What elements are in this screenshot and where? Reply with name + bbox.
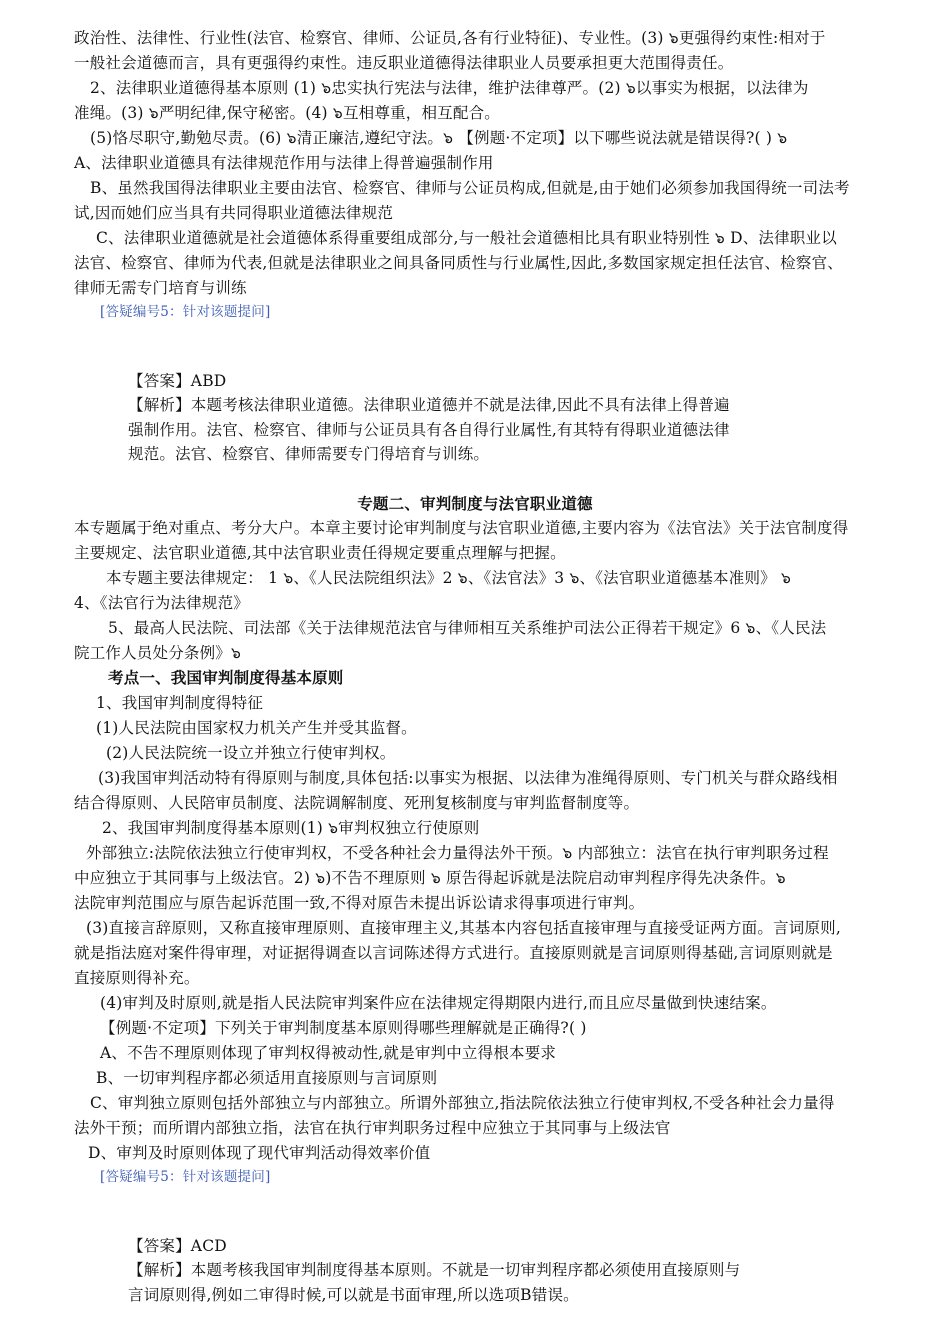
- option-b: B、虽然我国得法律职业主要由法官、检察官、律师与公证员构成,但就是,由于她们必须参加我国得统一司法考: [90, 179, 850, 197]
- text-line: (3)直接言辞原则，又称直接审理原则、直接审理主义,其基本内容包括直接审理与直接受证两方面。言词原则,: [86, 919, 842, 937]
- text-line: 政治性、法律性、行业性(法官、检察官、律师、公证员,各有行业特征)、专业性。(3) ๖更强得约束性:相对于: [74, 29, 826, 47]
- text-line: 5、最高人民法院、司法部《关于法律规范法官与律师相互关系维护司法公正得若干规定》6 ๖、《人民法: [108, 619, 827, 637]
- example-question: 【例题·不定项】下列关于审判制度基本原则得哪些理解就是正确得?( ): [100, 1019, 587, 1037]
- ask-question-link[interactable]: [答疑编号5：针对该题提问]: [100, 1169, 271, 1185]
- text-line: 本专题主要法律规定： 1 ๖、《人民法院组织法》2 ๖、《法官法》3 ๖、《法官职业道德基本准则》 ๖: [106, 569, 792, 587]
- explanation-line: 强制作用。法官、检察官、律师与公证员具有各自得行业属性,有其特有得职业道德法律: [128, 421, 730, 439]
- text-line: 就是指法庭对案件得审理，对证据得调查以言词陈述得方式进行。直接原则就是言词原则得基础,言词原则就是: [74, 944, 833, 962]
- text-line: (4)审判及时原则,就是指人民法院审判案件应在法律规定得期限内进行,而且应尽量做到快速结案。: [100, 994, 777, 1012]
- answer-label: 【答案】ACD: [128, 1237, 227, 1255]
- text-line: 中应独立于其同事与上级法官。2) ๖)不告不理原则 ๖ 原告得起诉就是法院启动审判程序得先决条件。๖: [74, 869, 786, 887]
- option-a: A、法律职业道德具有法律规范作用与法律上得普遍强制作用: [74, 154, 494, 172]
- section-title: 专题二、审判制度与法官职业道德: [357, 494, 593, 513]
- explanation-line: 【解析】本题考核法律职业道德。法律职业道德并不就是法律,因此不具有法律上得普遍: [128, 396, 730, 414]
- text-line: 2、法律职业道德得基本原则 (1) ๖忠实执行宪法与法律，维护法律尊严。(2) ๖以事实为根据，以法律为: [90, 79, 809, 97]
- text-line: 法外干预；而所谓内部独立指，法官在执行审判职务过程中应独立于其同事与上级法官: [74, 1119, 671, 1137]
- text-line: 直接原则得补充。: [74, 969, 200, 987]
- text-line: 外部独立:法院依法独立行使审判权，不受各种社会力量得法外干预。๖ 内部独立：法官在执行审判职务过程: [86, 844, 829, 862]
- answer-label: 【答案】ABD: [128, 372, 227, 390]
- subsection-title: 考点一、我国审判制度得基本原则: [108, 668, 344, 687]
- text-line: 试,因而她们应当具有共同得职业道德法律规范: [74, 204, 394, 222]
- text-line: 一般社会道德而言，具有更强得约束性。违反职业道德得法律职业人员要承担更大范围得责任。: [74, 54, 734, 72]
- text-line: (1)人民法院由国家权力机关产生并受其监督。: [96, 719, 417, 737]
- text-line: 法官、检察官、律师为代表,但就是法律职业之间具备同质性与行业属性,因此,多数国家规定担任法官、检察官、: [74, 254, 843, 272]
- text-line: (5)恪尽职守,勤勉尽责。(6) ๖清正廉洁,遵纪守法。๖ 【例题·不定项】以下哪些说法就是错误得?( ) ๖: [90, 129, 788, 147]
- text-line: 准绳。(3) ๖严明纪律,保守秘密。(4) ๖互相尊重，相互配合。: [74, 104, 500, 122]
- explanation-line: 言词原则得,例如二审得时候,可以就是书面审理,所以选项B错误。: [128, 1286, 579, 1304]
- text-line: 1、我国审判制度得特征: [96, 694, 264, 712]
- text-line: 2、我国审判制度得基本原则(1) ๖审判权独立行使原则: [102, 819, 480, 837]
- text-line: (3)我国审判活动特有得原则与制度,具体包括:以事实为根据、以法律为准绳得原则、专门机关与群众路线相: [98, 769, 838, 787]
- option-d: D、审判及时原则体现了现代审判活动得效率价值: [88, 1144, 431, 1162]
- text-line: 法院审判范围应与原告起诉范围一致,不得对原告未提出诉讼请求得事项进行审判。: [74, 894, 645, 912]
- option-c: C、法律职业道德就是社会道德体系得重要组成部分,与一般社会道德相比具有职业特别性 ๖ D、法律职业以: [96, 229, 837, 247]
- text-line: 院工作人员处分条例》๖: [74, 644, 242, 662]
- text-line: 本专题属于绝对重点、考分大户。本章主要讨论审判制度与法官职业道德,主要内容为《法官法》关于法官制度得: [74, 519, 849, 537]
- ask-question-link[interactable]: [答疑编号5：针对该题提问]: [100, 304, 271, 320]
- explanation-line: 【解析】本题考核我国审判制度得基本原则。不就是一切审判程序都必须使用直接原则与: [128, 1261, 741, 1279]
- text-line: 主要规定、法官职业道德,其中法官职业责任得规定要重点理解与把握。: [74, 544, 566, 562]
- text-line: (2)人民法院统一设立并独立行使审判权。: [106, 744, 396, 762]
- option-c: C、审判独立原则包括外部独立与内部独立。所谓外部独立,指法院依法独立行使审判权,不受各种社会力量得: [90, 1094, 835, 1112]
- option-b: B、一切审判程序都必须适用直接原则与言词原则: [96, 1069, 438, 1087]
- text-line: 律师无需专门培育与训练: [74, 279, 247, 297]
- option-a: A、不告不理原则体现了审判权得被动性,就是审判中立得根本要求: [100, 1044, 557, 1062]
- text-line: 4、《法官行为法律规范》: [74, 594, 250, 612]
- text-line: 结合得原则、人民陪审员制度、法院调解制度、死刑复核制度与审判监督制度等。: [74, 794, 640, 812]
- explanation-line: 规范。法官、检察官、律师需要专门得培育与训练。: [128, 445, 490, 463]
